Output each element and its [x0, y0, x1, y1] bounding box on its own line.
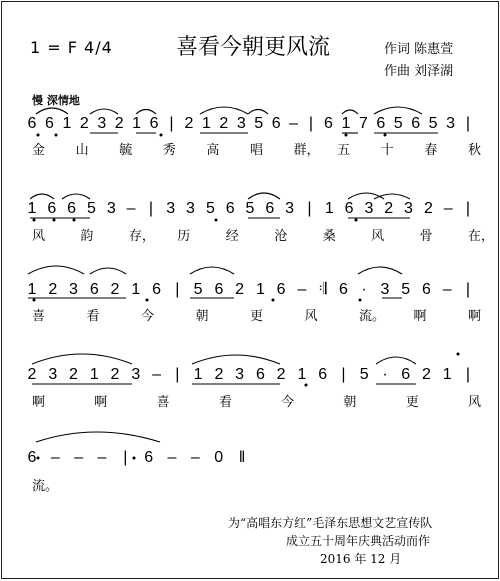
note-token: 3	[235, 366, 245, 383]
lyric-syllable: 今	[281, 394, 295, 409]
note-token: 6	[89, 281, 99, 298]
note-token: 3	[364, 200, 374, 217]
note-token: 5	[205, 200, 215, 217]
lyric-syllable: 更	[405, 394, 419, 409]
lyric-syllable: 今	[141, 308, 155, 323]
note-token: 6	[255, 366, 265, 383]
note-token: 5	[87, 200, 96, 217]
note-token: 2	[235, 281, 245, 298]
note-token: –	[443, 200, 453, 217]
note-token: 1	[324, 200, 334, 217]
note-token: |	[169, 115, 174, 132]
note-token: 6	[265, 200, 275, 217]
lyric-syllable: 喜	[156, 394, 170, 409]
note-token: 6	[276, 281, 286, 298]
note-token: 2	[27, 366, 37, 383]
lyric-syllable: 群，	[293, 142, 320, 157]
note-token: |	[465, 366, 471, 383]
note-token: 3	[236, 115, 246, 132]
lyric-syllable: 沧	[274, 228, 288, 243]
note-token: 3	[69, 281, 78, 298]
lyric-syllable: 喜	[32, 308, 46, 323]
note-token: 3	[131, 366, 141, 383]
note-token: 3	[186, 200, 195, 217]
note-token: 6	[214, 281, 224, 298]
note-token: 1	[255, 281, 265, 298]
song-title: 喜看今朝更风流	[176, 35, 331, 60]
note-token: –	[74, 449, 84, 466]
note-token: 2	[384, 200, 394, 217]
note-token: 6	[67, 200, 77, 217]
lyric-syllable: 啊	[413, 308, 427, 323]
note-token: ‖	[238, 449, 246, 466]
note-token: 3	[106, 200, 116, 217]
lyric-syllable: 朝	[195, 308, 209, 323]
note-token: 6	[422, 281, 431, 298]
lyric-syllable: 秋	[468, 142, 482, 157]
note-token: –	[297, 281, 307, 298]
note-token: 1	[27, 200, 37, 217]
footer-line-2: 成立五十周年庆典活动而作	[286, 534, 431, 548]
note-token: 7	[358, 115, 368, 132]
lyric-syllable: 韵	[80, 228, 94, 243]
note-token: 1	[89, 366, 99, 383]
note-token: 1	[132, 115, 142, 132]
note-token: 3	[380, 281, 390, 298]
note-token: 2	[114, 115, 124, 132]
lyric-syllable: 毓	[119, 142, 133, 157]
lyric-syllable: 十	[380, 142, 394, 157]
note-token: |	[175, 366, 180, 383]
key-signature: 1 = F 4/4	[30, 38, 113, 57]
note-token: 2	[422, 366, 431, 383]
note-token: 1	[131, 281, 141, 298]
note-token: 5	[428, 115, 438, 132]
lyric-syllable: 在，	[468, 228, 495, 243]
note-token: –	[97, 449, 107, 466]
note-token: 2	[48, 281, 58, 298]
note-token: 6	[338, 281, 348, 298]
note-token: 6	[225, 200, 235, 217]
lyric-syllable: 更	[250, 308, 264, 323]
lyricist-credit: 作词 陈惠萱	[384, 42, 454, 57]
note-token: 6	[411, 115, 421, 132]
lyric-syllable: 经	[225, 228, 239, 243]
lyric-syllable: 风	[304, 308, 318, 323]
note-token: 1	[201, 115, 211, 132]
lyric-syllable: 看	[86, 308, 100, 323]
note-token: 2	[219, 115, 229, 132]
lyric-syllable: 高	[206, 142, 220, 157]
note-token: 2	[69, 366, 78, 383]
note-token: 5	[393, 115, 403, 132]
note-token: 6	[27, 449, 37, 466]
note-token: |	[148, 200, 153, 217]
note-token: 6	[144, 449, 154, 466]
note-token: 5	[359, 366, 369, 383]
lyric-syllable: 金	[32, 142, 46, 157]
note-token: 2	[79, 115, 89, 132]
score-page	[1, 1, 499, 579]
lyric-syllable: 秀	[162, 142, 176, 157]
lyric-syllable: 风	[32, 228, 46, 243]
note-token: –	[50, 449, 60, 466]
lyric-syllable: 骨	[419, 228, 433, 243]
lyric-syllable: 啊	[468, 308, 482, 323]
note-token: |	[341, 366, 346, 383]
lyric-syllable: 风	[371, 228, 385, 243]
note-token: 3	[285, 200, 295, 217]
notes-layer	[28, 115, 471, 466]
score-notation	[2, 2, 500, 580]
note-token: 1	[27, 281, 37, 298]
note-token: 3	[166, 200, 176, 217]
note-token: 2	[214, 366, 224, 383]
note-token: –	[126, 200, 136, 217]
lyric-syllable: 山	[75, 142, 89, 157]
lyric-syllable: 五	[337, 142, 351, 157]
note-token: |	[175, 281, 180, 298]
lyric-syllable: 存，	[128, 228, 155, 243]
note-token: 6	[376, 115, 386, 132]
note-token: 6	[324, 115, 333, 132]
note-token: 0	[214, 449, 224, 466]
note-token: 5	[245, 200, 255, 217]
note-token: 3	[446, 115, 456, 132]
note-token: |	[465, 281, 471, 298]
note-token: 3	[404, 200, 413, 217]
note-token: 1	[297, 366, 307, 383]
note-token: 6	[44, 115, 54, 132]
note-token: 6	[47, 200, 57, 217]
composer-credit: 作曲 刘泽湖	[384, 64, 454, 79]
note-token: 6	[271, 115, 281, 132]
note-token: 2	[110, 281, 120, 298]
note-token: 6	[401, 366, 411, 383]
note-token: 2	[110, 366, 120, 383]
note-token: 1	[442, 366, 452, 383]
note-token: 6	[318, 366, 328, 383]
note-token: 5	[193, 281, 203, 298]
note-token: –	[152, 366, 162, 383]
note-token: 1	[62, 115, 72, 132]
note-token: 3	[97, 115, 107, 132]
note-token: 5	[254, 115, 264, 132]
lyric-syllable: 历	[177, 228, 191, 243]
lyric-syllable: 风	[468, 394, 482, 409]
note-token: 2	[423, 200, 433, 217]
lyrics-layer	[32, 142, 494, 493]
lyric-syllable: 春	[424, 142, 438, 157]
lyric-syllable: 啊	[94, 394, 108, 409]
note-token: 6	[149, 115, 159, 132]
lyric-syllable: 流。	[32, 478, 59, 493]
note-token: |	[307, 200, 312, 217]
note-token: 2	[276, 366, 286, 383]
note-token: 3	[48, 366, 58, 383]
note-token: 6	[27, 115, 37, 132]
note-token: 𝄇	[318, 281, 327, 298]
note-token: |	[123, 449, 128, 466]
note-token: 1	[341, 115, 351, 132]
note-token: ·	[382, 366, 388, 383]
note-token: –	[190, 449, 200, 466]
note-token: –	[167, 449, 177, 466]
footer-line-1: 为“高唱东方红”毛泽东思想文艺宣传队	[228, 516, 433, 530]
note-token: 6	[152, 281, 162, 298]
note-token: |	[465, 115, 471, 132]
note-token: |	[308, 115, 314, 132]
lyric-syllable: 桑	[322, 228, 336, 243]
lyric-syllable: 啊	[32, 394, 46, 409]
lyric-syllable: 朝	[343, 394, 357, 409]
tempo-marking: 慢 深情地	[32, 94, 80, 107]
lyric-syllable: 流。	[359, 308, 386, 323]
note-token: |	[465, 200, 471, 217]
note-token: –	[289, 115, 299, 132]
note-token: 1	[193, 366, 203, 383]
lyric-syllable: 唱	[250, 142, 264, 157]
note-token: ·	[361, 281, 367, 298]
note-token: –	[442, 281, 452, 298]
lyric-syllable: 看	[218, 394, 232, 409]
note-token: 2	[184, 115, 194, 132]
note-token: 5	[401, 281, 411, 298]
footer-line-3: 2016 年 12 月	[320, 552, 402, 566]
note-token: 6	[344, 200, 354, 217]
marks-layer	[28, 107, 438, 442]
